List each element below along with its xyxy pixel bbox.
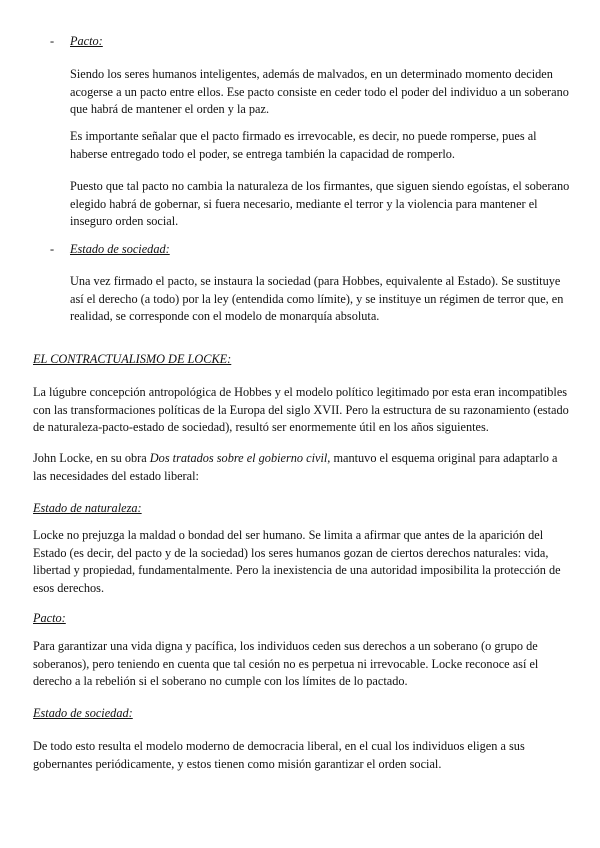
estado-sociedad-paragraph: Una vez firmado el pacto, se instaura la sociedad (para Hobbes, equivalente al Estado). Se sustituye así el derecho (a todo) por la ley (entendida como límite), y se instituye un régimen de terror que, en realidad, se corresponde con el modelo de monarquía absoluta. [70, 274, 564, 324]
intro2-text-a: John Locke, en su obra [33, 451, 150, 465]
naturaleza-paragraph: Locke no prejuzga la maldad o bondad del ser humano. Se limita a afirmar que antes de la aparición del Estado (es decir, del pacto y de la sociedad) los seres humanos gozan de ciertos derechos naturales: vida, libertad y propiedad, fundamentalmente. Pero la inexistencia de una autoridad imposibilita la protección de esos derechos. [33, 528, 561, 595]
locke-pacto-paragraph: Para garantizar una vida digna y pacífica, los individuos ceden sus derechos a un soberano (o grupo de soberanos), pero teniendo en cuenta que tal cesión no es perpetua ni irrevocable. Locke reconoce así el derecho a la rebelión si el soberano no cumple con los límites de lo pactado. [33, 639, 539, 689]
intro2-text-b: , mantuvo el esquema original para adaptarlo a las necesidades del estado liberal: [33, 451, 558, 483]
section-heading-locke: EL CONTRACTUALISMO DE LOCKE: [33, 352, 232, 366]
pacto-paragraph-1: Siendo los seres humanos inteligentes, además de malvados, en un determinado momento deciden acogerse a un pacto entre ellos. Ese pacto consiste en ceder todo el poder del individuo a un soberano que habrá de mantener el orden y la paz. [70, 67, 569, 117]
work-title: Dos tratados sobre el gobierno civil [149, 451, 328, 465]
bullet-title-estado-sociedad: Estado de sociedad: [70, 242, 170, 256]
locke-sociedad-paragraph: De todo esto resulta el modelo moderno de democracia liberal, en el cual los individuos eligen a sus gobernantes periódicamente, y estos tienen como misión garantizar el orden social. [33, 739, 525, 771]
locke-intro-paragraph-1: La lúgubre concepción antropológica de Hobbes y el modelo político legitimado por esta eran incompatibles con las transformaciones políticas de la Europa del siglo XVII. Pero la estructura de su razonamiento (estado de naturaleza-pacto-estado de sociedad), resultó ser enormemente útil en los años siguientes. [33, 385, 569, 435]
subheading-estado-naturaleza: Estado de naturaleza: [33, 501, 142, 515]
subheading-estado-sociedad: Estado de sociedad: [33, 706, 133, 720]
locke-intro-paragraph-2 [33, 450, 573, 485]
bullet-dash: - [50, 242, 55, 256]
bullet-dash: - [50, 34, 55, 48]
pacto-paragraph-2: Es importante señalar que el pacto firmado es irrevocable, es decir, no puede romperse, pues al haberse entregado todo el poder, se entrega también la capacidad de romperlo. [70, 129, 537, 161]
pacto-paragraph-3: Puesto que tal pacto no cambia la naturaleza de los firmantes, que siguen siendo egoístas, el soberano elegido habrá de gobernar, si fuera necesario, mediante el terror y la violencia para mantener el inseguro orden social. [70, 179, 570, 229]
bullet-title-pacto: Pacto: [70, 34, 103, 48]
subheading-pacto: Pacto: [33, 611, 66, 625]
